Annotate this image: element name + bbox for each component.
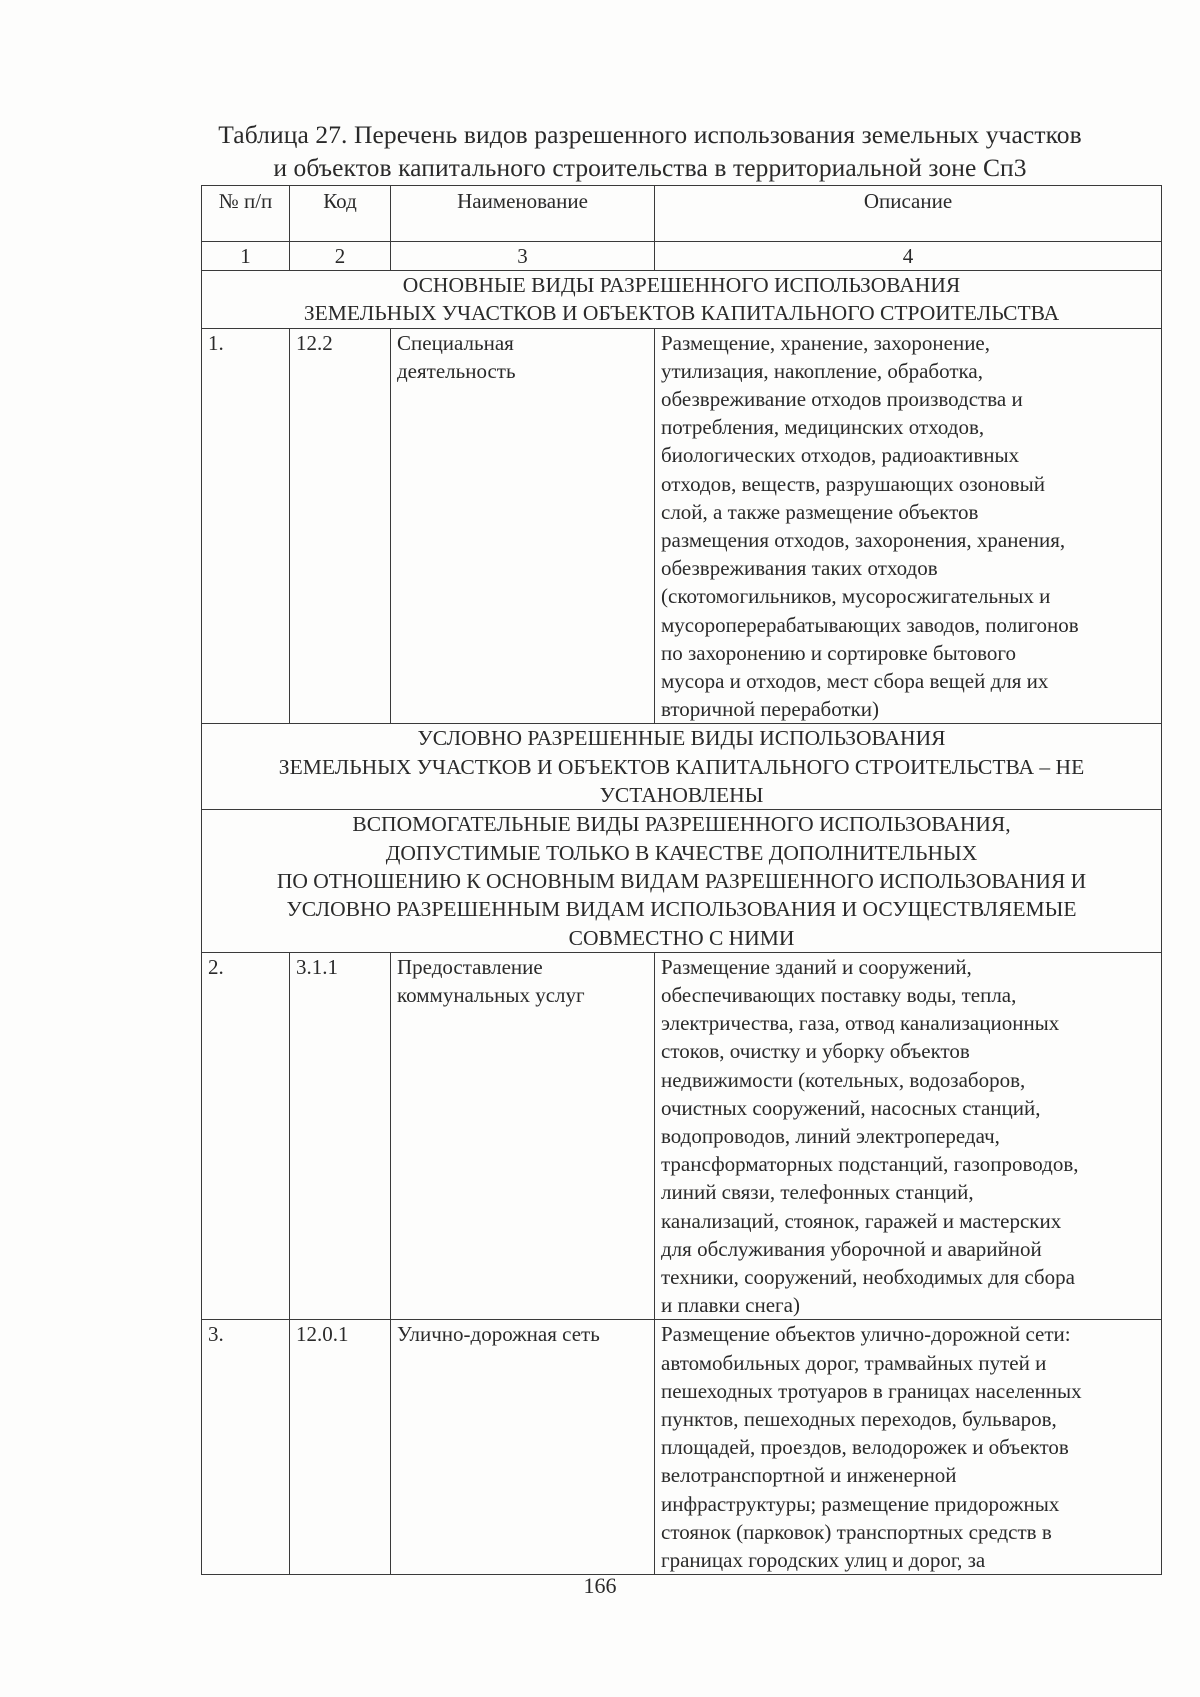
row-name-line: Предоставление <box>397 954 543 979</box>
row-description-line: автомобильных дорог, трамвайных путей и <box>661 1350 1047 1375</box>
row-description-line: электричества, газа, отвод канализационных <box>661 1011 1060 1036</box>
row-description-line: границах городских улиц и дорог, за <box>661 1548 986 1573</box>
table-caption <box>150 118 1150 184</box>
row-description-line: Размещение зданий и сооружений, <box>661 954 972 979</box>
row-name-line: Улично-дорожная сеть <box>397 1322 600 1347</box>
row-description <box>655 1320 1162 1575</box>
section-auxiliary-heading <box>202 810 1162 952</box>
row-code: 12.0.1 <box>290 1320 391 1575</box>
table-caption-line: и объектов капитального строительства в территориальной зоне Сп3 <box>273 153 1027 182</box>
row-description-line: для обслуживания уборочной и аварийной <box>661 1236 1042 1261</box>
row-description-line: линий связи, телефонных станций, <box>661 1180 974 1205</box>
row-description-line: водопроводов, линий электропередач, <box>661 1124 1000 1149</box>
row-description-line: обезвреживания таких отходов <box>661 556 938 581</box>
row-description-line: утилизация, накопление, обработка, <box>661 358 983 383</box>
row-description-line: Размещение объектов улично-дорожной сети: <box>661 1322 1071 1347</box>
table-row <box>202 952 1162 1320</box>
table-row <box>202 328 1162 724</box>
section-heading-line: ПО ОТНОШЕНИЮ К ОСНОВНЫМ ВИДАМ РАЗРЕШЕННОГО ИСПОЛЬЗОВАНИЯ И <box>276 868 1087 893</box>
page-number: 166 <box>583 1573 617 1598</box>
table-row <box>202 1320 1162 1575</box>
section-main-heading <box>202 271 1162 329</box>
row-description-line: мусороперерабатывающих заводов, полигонов <box>661 612 1079 637</box>
section-heading-line: УСТАНОВЛЕНЫ <box>599 783 764 808</box>
row-name-line: Специальная <box>397 330 514 355</box>
row-number: 1. <box>202 328 290 724</box>
row-description-line: отходов, веществ, разрушающих озоновый <box>661 471 1045 496</box>
header-number: № п/п <box>202 186 290 242</box>
section-main-row <box>202 271 1162 329</box>
row-description <box>655 952 1162 1320</box>
row-description-line: трансформаторных подстанций, газопроводов, <box>661 1152 1079 1177</box>
row-description-line: размещения отходов, захоронения, хранения, <box>661 528 1066 553</box>
row-name-line: деятельность <box>397 358 516 383</box>
row-description-line: площадей, проездов, велодорожек и объектов <box>661 1435 1069 1460</box>
section-heading-line: УСЛОВНО РАЗРЕШЕННЫМ ВИДАМ ИСПОЛЬЗОВАНИЯ И ОСУЩЕСТВЛЯЕМЫЕ <box>286 897 1077 922</box>
section-heading-line: ВСПОМОГАТЕЛЬНЫЕ ВИДЫ РАЗРЕШЕННОГО ИСПОЛЬЗОВАНИЯ, <box>352 812 1011 837</box>
row-description-line: стоков, очистку и уборку объектов <box>661 1039 970 1064</box>
row-description-line: недвижимости (котельных, водозаборов, <box>661 1067 1026 1092</box>
row-code: 12.2 <box>290 328 391 724</box>
row-description-line: пешеходных тротуаров в границах населенных <box>661 1378 1082 1403</box>
section-auxiliary-row <box>202 810 1162 952</box>
row-description-line: стоянок (парковок) транспортных средств в <box>661 1519 1052 1544</box>
row-name <box>391 1320 655 1575</box>
row-description-line: биологических отходов, радиоактивных <box>661 443 1020 468</box>
column-number: 3 <box>391 242 655 271</box>
row-description-line: потребления, медицинских отходов, <box>661 415 985 440</box>
row-description <box>655 328 1162 724</box>
row-description-line: обеспечивающих поставку воды, тепла, <box>661 983 1017 1008</box>
row-description-line: и плавки снега) <box>661 1293 800 1318</box>
row-name <box>391 328 655 724</box>
row-number: 2. <box>202 952 290 1320</box>
header-code: Код <box>290 186 391 242</box>
column-number: 4 <box>655 242 1162 271</box>
row-number: 3. <box>202 1320 290 1575</box>
section-heading-line: СОВМЕСТНО С НИМИ <box>568 925 795 950</box>
row-description-line: пунктов, пешеходных переходов, бульваров, <box>661 1407 1057 1432</box>
table-header-row <box>202 186 1162 242</box>
row-description-line: мусора и отходов, мест сбора вещей для их <box>661 669 1049 694</box>
row-description-line: инфраструктуры; размещение придорожных <box>661 1491 1060 1516</box>
column-number: 2 <box>290 242 391 271</box>
section-conditional-row <box>202 724 1162 810</box>
header-name: Наименование <box>391 186 655 242</box>
column-number: 1 <box>202 242 290 271</box>
row-description-line: Размещение, хранение, захоронение, <box>661 330 990 355</box>
section-heading-line: ЗЕМЕЛЬНЫХ УЧАСТКОВ И ОБЪЕКТОВ КАПИТАЛЬНОГО СТРОИТЕЛЬСТВА – НЕ <box>278 754 1085 779</box>
row-description-line: очистных сооружений, насосных станций, <box>661 1095 1041 1120</box>
section-heading-line: УСЛОВНО РАЗРЕШЕННЫЕ ВИДЫ ИСПОЛЬЗОВАНИЯ <box>417 726 946 751</box>
row-description-line: велотранспортной и инженерной <box>661 1463 957 1488</box>
section-heading-line: ОСНОВНЫЕ ВИДЫ РАЗРЕШЕННОГО ИСПОЛЬЗОВАНИЯ <box>402 273 961 297</box>
row-description-line: слой, а также размещение объектов <box>661 499 979 524</box>
row-description-line: обезвреживание отходов производства и <box>661 387 1023 411</box>
section-conditional-heading <box>202 724 1162 810</box>
header-description: Описание <box>655 186 1162 242</box>
row-description-line: вторичной переработки) <box>661 697 880 722</box>
column-numbering-row <box>202 242 1162 271</box>
row-description-line: канализаций, стоянок, гаражей и мастерских <box>661 1208 1062 1233</box>
row-name <box>391 952 655 1320</box>
section-heading-line: ЗЕМЕЛЬНЫХ УЧАСТКОВ И ОБЪЕКТОВ КАПИТАЛЬНОГО СТРОИТЕЛЬСТВА <box>303 301 1060 326</box>
row-code: 3.1.1 <box>290 952 391 1320</box>
land-use-table <box>201 185 1162 1575</box>
row-description-line: по захоронению и сортировке бытового <box>661 640 1016 665</box>
row-name-line: коммунальных услуг <box>397 983 585 1008</box>
section-heading-line: ДОПУСТИМЫЕ ТОЛЬКО В КАЧЕСТВЕ ДОПОЛНИТЕЛЬНЫХ <box>385 840 978 865</box>
row-description-line: техники, сооружений, необходимых для сбора <box>661 1265 1075 1290</box>
row-description-line: (скотомогильников, мусоросжигательных и <box>661 584 1051 609</box>
table-caption-line: Таблица 27. Перечень видов разрешенного использования земельных участков <box>218 120 1082 149</box>
